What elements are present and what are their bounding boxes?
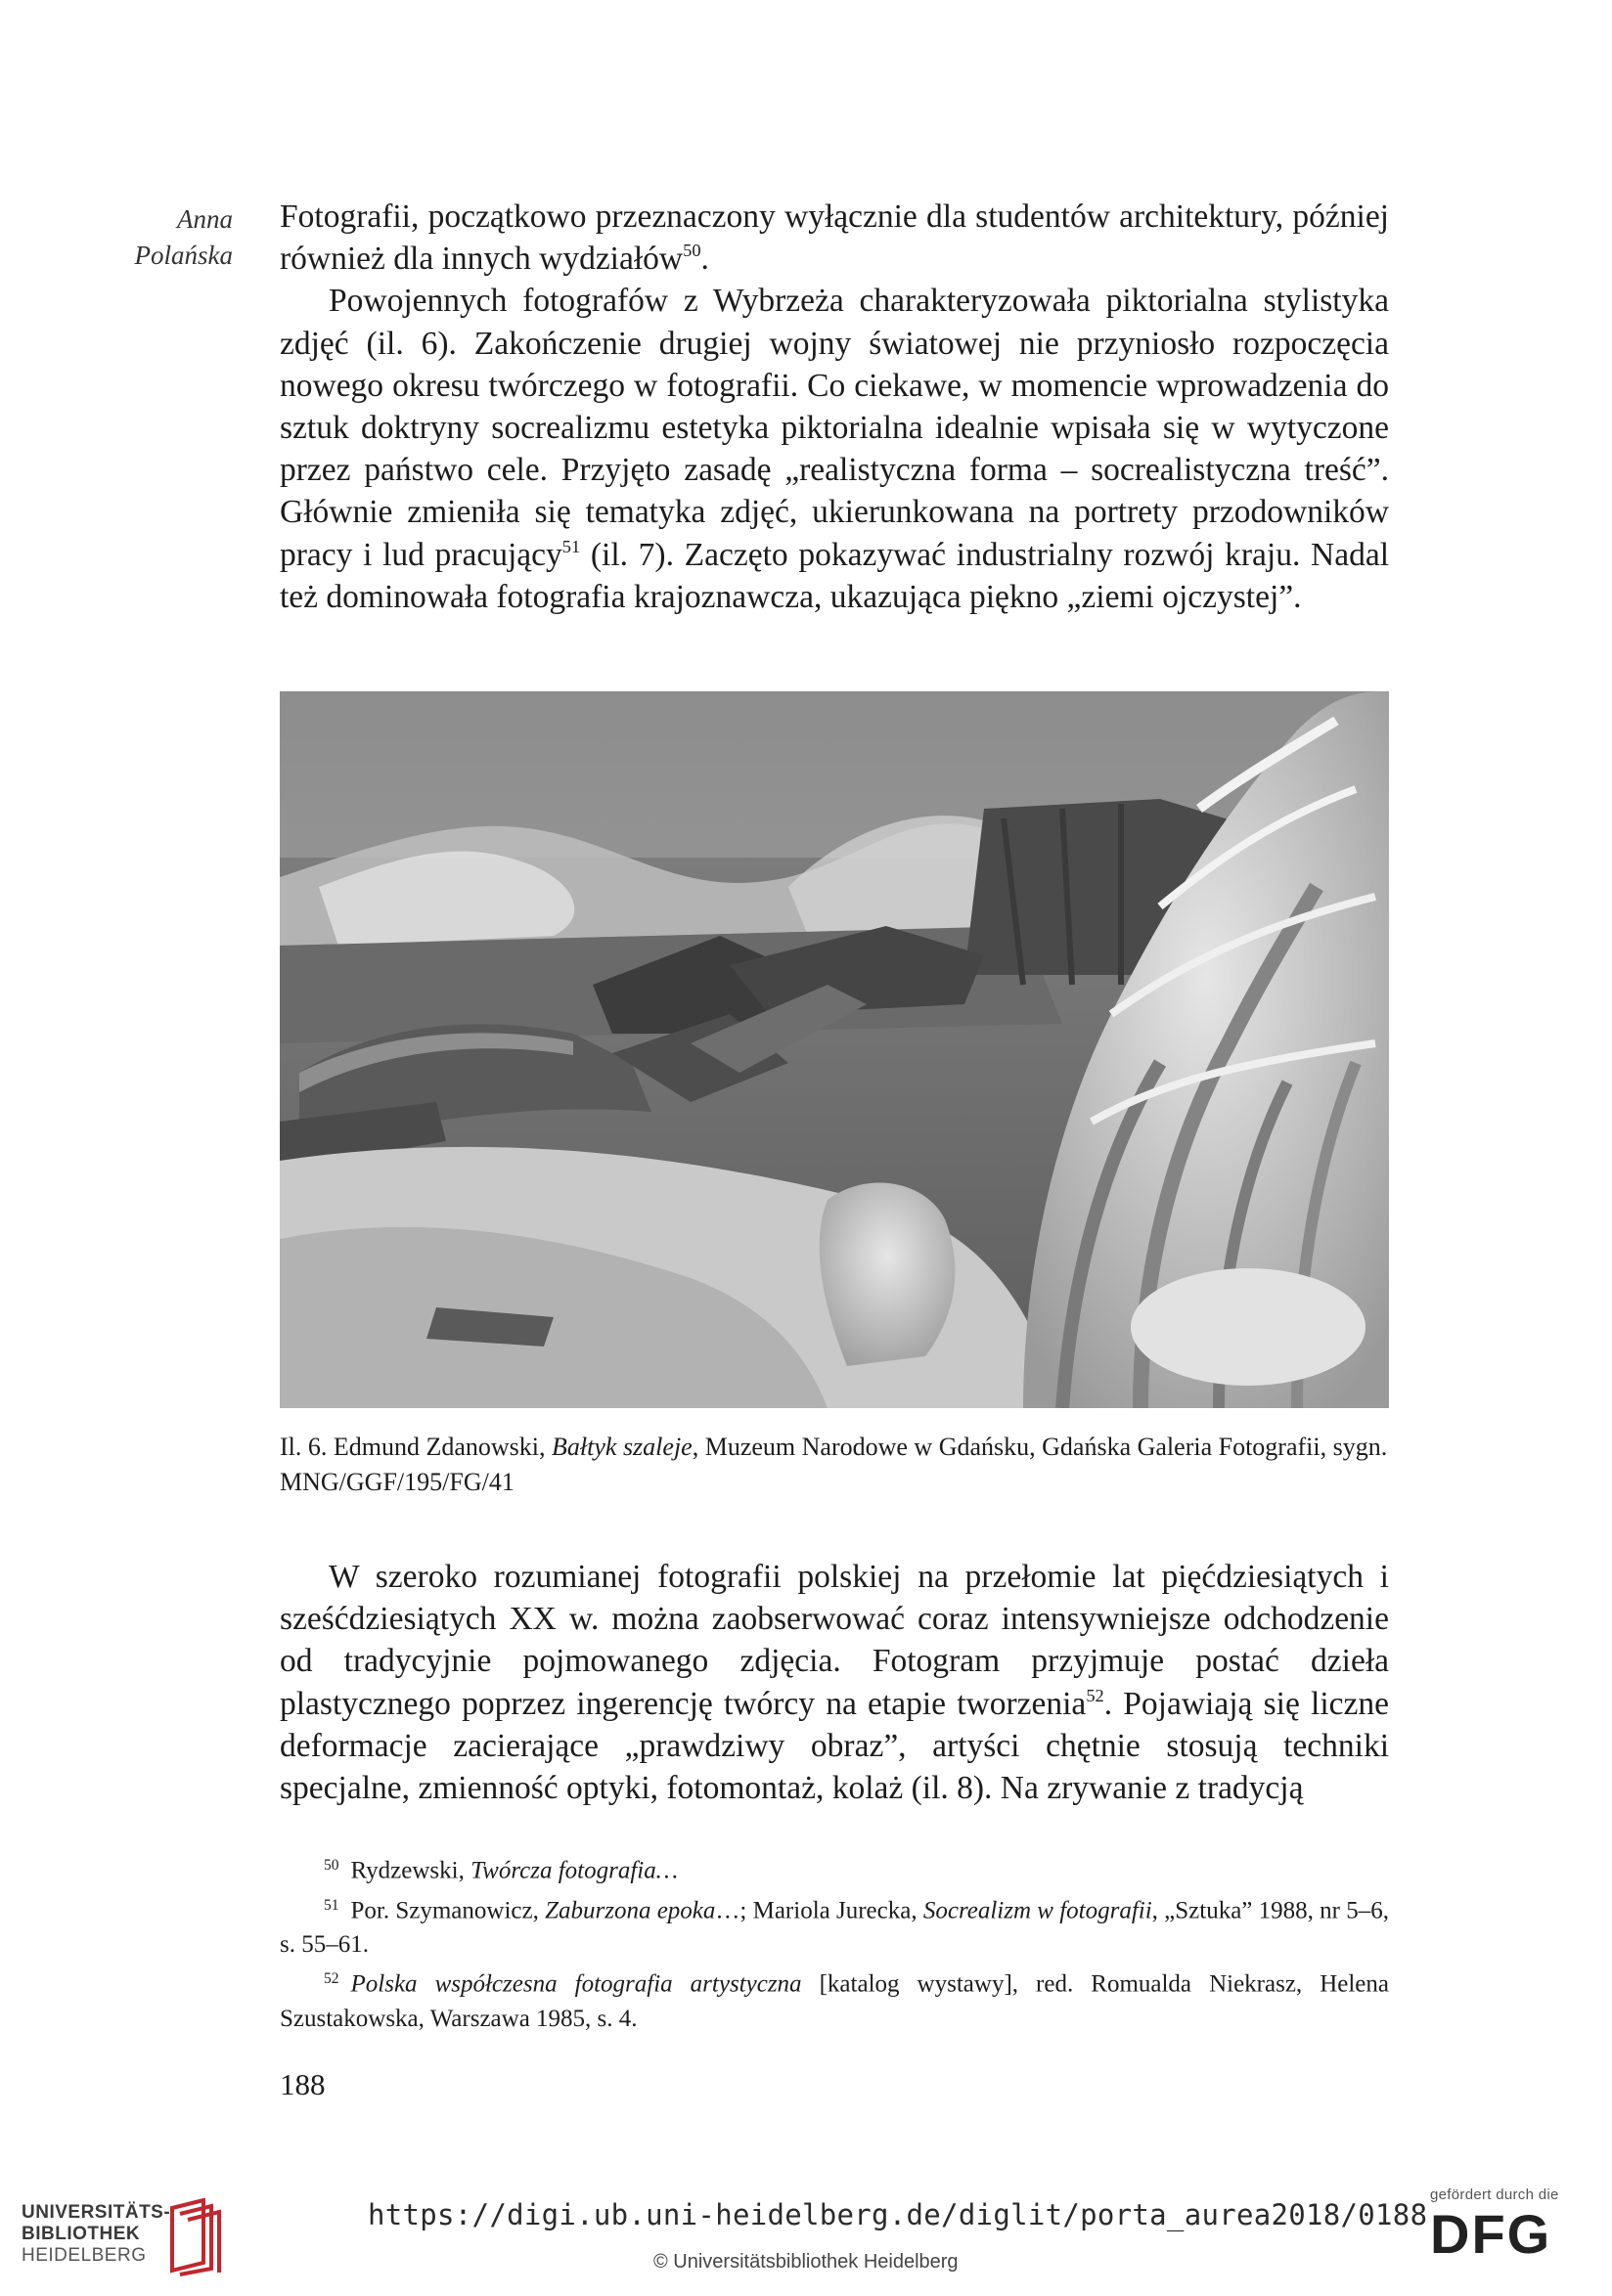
copyright-notice: © Universitätsbibliothek Heidelberg — [653, 2251, 959, 2273]
footnote — [280, 1848, 1389, 1888]
library-name-line: HEIDELBERG — [22, 2245, 147, 2266]
paragraph — [280, 280, 1389, 618]
author-first-name: Anna — [177, 204, 233, 234]
dfg-wordmark: DFG — [1430, 2203, 1552, 2265]
paragraph-text: . — [700, 241, 709, 278]
paragraph-text: (il. 7). Zaczęto pokazywać industrialny rozwój kraju. Nadal też dominowała fotografia krajoznawcza, ukazująca piękno „ziemi ojczystej”. — [280, 536, 1390, 615]
dfg-logo[interactable] — [1430, 2186, 1596, 2264]
dfg-funding-note: gefördert durch die — [1430, 2186, 1559, 2203]
page-number: 188 — [280, 2067, 326, 2101]
body-text-bottom — [280, 1556, 1389, 1809]
body-text-top — [280, 196, 1389, 618]
footnote-title: Polska współczesna fotografia artystyczna — [350, 1970, 802, 1998]
library-name-line: UNIVERSITÄTS- — [22, 2202, 171, 2223]
footnote-text: [katalog wystawy], red. Romualda Niekrasz, Helena Szustakowska, Warszawa 1985, s. 4. — [280, 1970, 1389, 2032]
paragraph-text: Powojennych fotografów z Wybrzeża charakteryzowała piktorialna stylistyka zdjęć (il. 6). Zakończenie drugiej wojny światowej nie przyniosło rozpoczęcia nowego okresu twórczego w fotografii. Co ciekawe, w momencie wprowadzenia do sztuk doktryny socrealizmu estetyka piktorialna idealnie wpisała się w wytyczone przez państwo cele. Przyjęto zasadę „realistyczna forma – socrealistyczna treść”. Głównie zmieniła się tematyka zdjęć, ukierunkowana na portrety przodowników pracy i lud pracujący — [280, 283, 1389, 573]
library-name-line: BIBLIOTHEK — [22, 2224, 141, 2244]
footnote-text: Rydzewski, — [350, 1857, 471, 1884]
photo-stormy-sea — [280, 691, 1389, 1408]
footnote-text: Por. Szymanowicz, — [350, 1897, 546, 1924]
paragraph-text: Fotografii, początkowo przeznaczony wyłącznie dla studentów architektury, później również dla innych wydziałów — [280, 199, 1389, 278]
library-name — [22, 2202, 170, 2267]
footnote-ref[interactable]: 51 — [561, 536, 581, 556]
figure-photo — [280, 691, 1389, 1408]
footnote — [280, 1962, 1389, 2036]
permalink-url[interactable]: https://digi.ub.uni-heidelberg.de/diglit/porta_aurea2018/0188 — [368, 2198, 1428, 2231]
paragraph — [280, 196, 1389, 280]
footnote-text: …; Mariola Jurecka, — [715, 1897, 923, 1924]
footnote-title: Twórcza fotografia… — [470, 1857, 678, 1884]
footnote-number: 50 — [324, 1857, 339, 1874]
digitization-footer — [0, 2169, 1612, 2296]
footnote-title: Zaburzona epoka — [545, 1897, 716, 1924]
running-head-author — [98, 201, 233, 274]
caption-title: Bałtyk szaleje — [552, 1433, 693, 1461]
library-logo[interactable] — [22, 2198, 227, 2276]
paragraph-text: W szeroko rozumianej fotografii polskiej na przełomie lat pięćdziesiątych i sześćdziesiątych XX w. można zaobserwować coraz intensywniejsze odchodzenie od tradycyjnie pojmowanego zdjęcia. Fotogram przyjmuje postać dzieła plastycznego poprzez ingerencję twórcy na etapie tworzenia — [280, 1559, 1389, 1722]
paragraph — [280, 1556, 1389, 1809]
footnote-number: 52 — [324, 1970, 339, 1988]
footnote-number: 51 — [324, 1896, 339, 1914]
paragraph-text: . Pojawiają się liczne deformacje zacierające „prawdziwy obraz”, artyści chętnie stosują techniki specjalne, zmienność optyki, fotomontaż, kolaż (il. 8). Na zrywanie z tradycją — [280, 1685, 1389, 1807]
author-last-name: Polańska — [134, 241, 233, 270]
footnote-text: , „Sztuka” 1988, nr 5–6, s. 55–61. — [280, 1897, 1389, 1959]
footnote — [280, 1888, 1389, 1963]
figure-caption — [280, 1430, 1389, 1500]
footnote-ref[interactable]: 52 — [1086, 1685, 1104, 1705]
footnote-ref[interactable]: 50 — [683, 241, 701, 261]
caption-text: Il. 6. Edmund Zdanowski, — [280, 1433, 553, 1461]
footnotes — [280, 1848, 1389, 2036]
caption-text: , Muzeum Narodowe w Gdańsku, Gdańska Galeria Fotografii, sygn. MNG/GGF/195/FG/41 — [280, 1433, 1388, 1496]
library-book-icon — [164, 2198, 227, 2276]
footnote-title: Socrealizm w fotografii — [922, 1897, 1152, 1924]
